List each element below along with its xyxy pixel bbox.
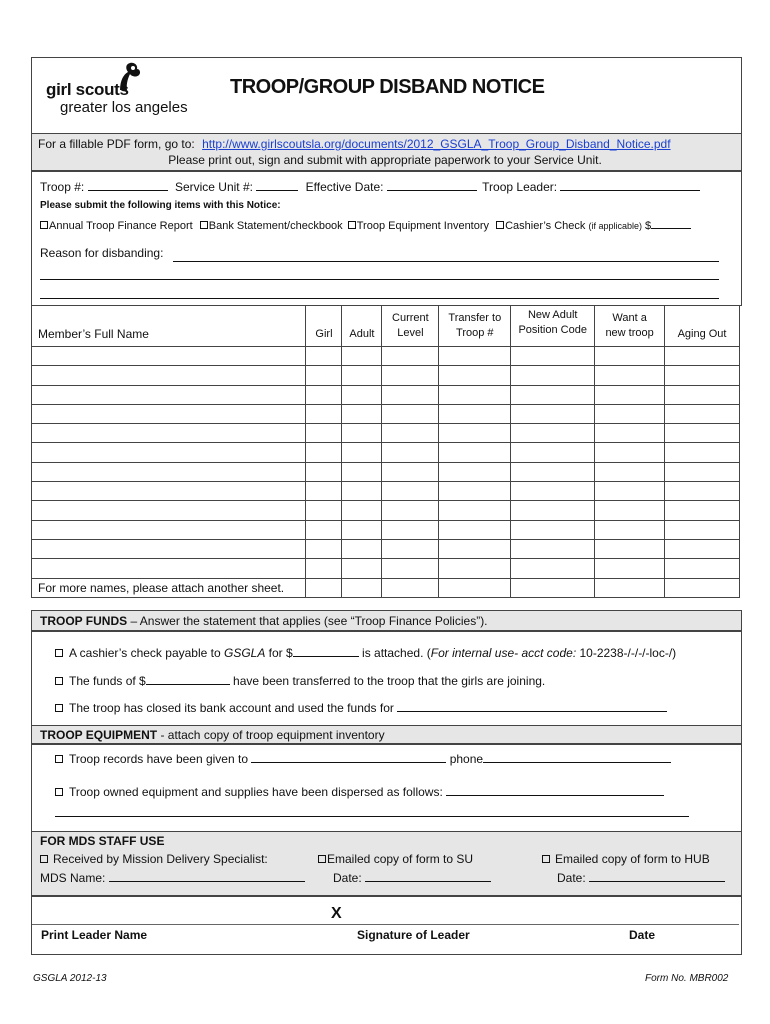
finance-report-checkbox[interactable]	[40, 221, 48, 229]
member-row	[32, 385, 740, 404]
member-cell[interactable]	[439, 404, 511, 423]
mds-name-field[interactable]	[109, 870, 305, 882]
bank-statement-label: Bank Statement/checkbook	[208, 220, 343, 232]
emailed-su-checkbox[interactable]	[318, 855, 326, 863]
member-row	[32, 482, 740, 501]
finance-report-label: Annual Troop Finance Report	[49, 220, 193, 232]
member-cell[interactable]	[665, 424, 740, 443]
col-member-name: Member’s Full Name	[32, 306, 306, 347]
submit-items-row	[40, 217, 691, 232]
reason-row	[40, 246, 163, 260]
member-cell[interactable]	[382, 443, 439, 462]
col-position-line2: Position Code	[518, 324, 587, 336]
troop-number-label: Troop #:	[40, 180, 85, 194]
troop-equipment-title: TROOP EQUIPMENT	[40, 728, 158, 742]
submit-heading: Please submit the following items with this Notice:	[40, 200, 281, 211]
col-want-new-troop	[595, 306, 665, 347]
member-cell[interactable]	[665, 520, 740, 539]
member-cell[interactable]	[665, 443, 740, 462]
member-row	[32, 443, 740, 462]
col-want-line2: new troop	[605, 327, 654, 339]
members-table	[31, 305, 740, 598]
member-cell[interactable]	[306, 520, 342, 539]
member-cell[interactable]	[306, 559, 342, 578]
member-cell[interactable]	[306, 366, 342, 385]
member-cell[interactable]	[342, 520, 382, 539]
fillable-prefix: For a fillable PDF form, go to:	[38, 137, 195, 151]
troop-funds-title: TROOP FUNDS	[40, 614, 128, 628]
cashiers-check-value-field[interactable]	[293, 645, 359, 657]
member-cell[interactable]	[511, 482, 595, 501]
transferred-funds-field[interactable]	[146, 673, 230, 685]
service-unit-label: Service Unit #:	[174, 180, 253, 194]
signature-date-label: Date	[629, 928, 656, 942]
col-current-level-line1: Current	[392, 312, 429, 324]
member-cell[interactable]	[439, 559, 511, 578]
signature-x-mark: X	[331, 905, 342, 922]
equipment-phone-label: phone	[449, 752, 484, 766]
member-row	[32, 559, 740, 578]
dispersed-line-2[interactable]	[55, 816, 689, 817]
member-cell[interactable]	[306, 443, 342, 462]
member-cell[interactable]	[665, 501, 740, 520]
member-cell[interactable]	[342, 443, 382, 462]
member-cell[interactable]	[595, 347, 665, 366]
members-table-footer	[32, 578, 740, 597]
member-cell[interactable]	[511, 501, 595, 520]
member-cell[interactable]	[382, 424, 439, 443]
member-cell[interactable]	[595, 385, 665, 404]
pdf-link[interactable]: http://www.girlscoutsla.org/documents/2012_GSGLA_Troop_Group_Disband_Notice.pdf	[202, 137, 671, 151]
member-cell[interactable]	[595, 559, 665, 578]
member-cell[interactable]	[306, 385, 342, 404]
member-cell[interactable]	[32, 347, 306, 366]
member-cell[interactable]	[511, 539, 595, 558]
print-note: Please print out, sign and submit with appropriate paperwork to your Service Unit.	[168, 153, 602, 167]
member-cell[interactable]	[511, 366, 595, 385]
member-cell[interactable]	[439, 482, 511, 501]
funds-option-2	[55, 673, 545, 688]
member-cell[interactable]	[342, 347, 382, 366]
footer-cell	[595, 578, 665, 597]
signature-box	[31, 895, 742, 955]
member-cell[interactable]	[342, 424, 382, 443]
member-cell[interactable]	[665, 385, 740, 404]
troop-funds-heading	[40, 614, 488, 628]
footer-cell	[511, 578, 595, 597]
member-cell[interactable]	[306, 462, 342, 481]
member-cell[interactable]	[342, 501, 382, 520]
page-title: TROOP/GROUP DISBAND NOTICE	[230, 76, 545, 98]
member-cell[interactable]	[665, 482, 740, 501]
member-cell[interactable]	[306, 404, 342, 423]
member-cell[interactable]	[342, 482, 382, 501]
emailed-su-date-field[interactable]	[365, 870, 491, 882]
funds-option-2-text-a: The funds of $	[69, 674, 146, 688]
footer-form-number: Form No. MBR002	[645, 973, 729, 984]
member-cell[interactable]	[665, 347, 740, 366]
member-cell[interactable]	[665, 559, 740, 578]
member-rows	[32, 347, 740, 579]
effective-date-label: Effective Date:	[305, 180, 384, 194]
member-cell[interactable]	[32, 520, 306, 539]
member-cell[interactable]	[595, 366, 665, 385]
member-cell[interactable]	[439, 366, 511, 385]
member-cell[interactable]	[382, 482, 439, 501]
member-cell[interactable]	[595, 424, 665, 443]
member-cell[interactable]	[382, 385, 439, 404]
member-cell[interactable]	[439, 443, 511, 462]
logo-line2: greater los angeles	[60, 99, 188, 116]
effective-date-field[interactable]	[387, 179, 477, 191]
member-cell[interactable]	[306, 424, 342, 443]
mds-received-label: Received by Mission Delivery Specialist:	[53, 852, 268, 866]
emailed-su	[318, 852, 473, 866]
member-cell[interactable]	[665, 366, 740, 385]
member-cell[interactable]	[439, 385, 511, 404]
member-cell[interactable]	[32, 482, 306, 501]
reason-line-2[interactable]	[40, 279, 719, 280]
funds-used-for-field[interactable]	[397, 700, 667, 712]
emailed-su-date	[333, 870, 491, 885]
member-cell[interactable]	[342, 366, 382, 385]
member-cell[interactable]	[595, 501, 665, 520]
cashiers-check-dollar: $	[645, 220, 652, 232]
troop-leader-label: Troop Leader:	[482, 180, 558, 194]
col-transfer-line2: Troop #	[456, 327, 494, 339]
cashiers-check-note: (if applicable)	[588, 221, 642, 231]
more-names-note: For more names, please attach another sheet.	[32, 578, 306, 597]
member-cell[interactable]	[439, 501, 511, 520]
member-cell[interactable]	[382, 347, 439, 366]
col-current-level	[382, 306, 439, 347]
member-cell[interactable]	[342, 559, 382, 578]
member-cell[interactable]	[511, 462, 595, 481]
emailed-su-label: Emailed copy of form to SU	[327, 852, 474, 866]
logo-line1: girl scouts	[46, 80, 129, 99]
cashiers-check-amount-field[interactable]	[651, 217, 691, 229]
member-cell[interactable]	[32, 404, 306, 423]
member-row	[32, 501, 740, 520]
member-row	[32, 462, 740, 481]
member-cell[interactable]	[306, 347, 342, 366]
member-cell[interactable]	[306, 539, 342, 558]
dispersed-as-follows-field[interactable]	[446, 784, 664, 796]
footer-cell	[665, 578, 740, 597]
member-row	[32, 424, 740, 443]
troop-leader-field[interactable]	[560, 179, 700, 191]
equipment-inventory-checkbox[interactable]	[348, 221, 356, 229]
footer-cell	[306, 578, 342, 597]
member-cell[interactable]	[306, 501, 342, 520]
member-row	[32, 366, 740, 385]
emailed-hub-date-field[interactable]	[589, 870, 725, 882]
member-cell[interactable]	[32, 385, 306, 404]
funds-option-2-checkbox[interactable]	[55, 677, 63, 685]
signature-line[interactable]	[32, 924, 739, 925]
member-cell[interactable]	[32, 443, 306, 462]
equipment-option-2-checkbox[interactable]	[55, 788, 63, 796]
member-cell[interactable]	[595, 520, 665, 539]
service-unit-field[interactable]	[256, 179, 298, 191]
emailed-hub	[542, 852, 710, 866]
equipment-inventory-label: Troop Equipment Inventory	[356, 220, 490, 232]
member-cell[interactable]	[439, 462, 511, 481]
mds-received-checkbox[interactable]	[40, 855, 48, 863]
equipment-option-1-checkbox[interactable]	[55, 755, 63, 763]
member-cell[interactable]	[382, 462, 439, 481]
member-row	[32, 520, 740, 539]
member-cell[interactable]	[382, 520, 439, 539]
funds-option-3-text: The troop has closed its bank account and used the funds for	[69, 701, 394, 715]
cashiers-check-checkbox[interactable]	[496, 221, 504, 229]
mds-heading: FOR MDS STAFF USE	[40, 834, 165, 848]
members-table-header	[32, 306, 740, 347]
member-cell[interactable]	[595, 539, 665, 558]
col-position-code	[511, 306, 595, 347]
cashiers-check-label: Cashier’s Check	[505, 220, 586, 232]
mds-name-row	[40, 870, 305, 885]
member-cell[interactable]	[342, 385, 382, 404]
print-leader-name-label: Print Leader Name	[41, 928, 148, 942]
equipment-option-1	[55, 751, 671, 766]
footer-cell	[439, 578, 511, 597]
fillable-note	[38, 137, 671, 151]
member-cell[interactable]	[665, 539, 740, 558]
funds-option-2-text-b: have been transferred to the troop that the girls are joining.	[229, 674, 546, 688]
member-cell[interactable]	[595, 443, 665, 462]
funds-option-3	[55, 700, 667, 715]
equipment-option-1-text: Troop records have been given to	[69, 752, 248, 766]
member-cell[interactable]	[32, 501, 306, 520]
member-row	[32, 347, 740, 366]
col-aging-out: Aging Out	[665, 306, 740, 347]
col-girl: Girl	[306, 306, 342, 347]
member-cell[interactable]	[342, 462, 382, 481]
col-transfer	[439, 306, 511, 347]
troop-number-field[interactable]	[88, 179, 168, 191]
member-cell[interactable]	[32, 462, 306, 481]
col-position-line1: New Adult	[527, 309, 578, 321]
member-cell[interactable]	[382, 559, 439, 578]
emailed-hub-date	[557, 870, 725, 885]
member-cell[interactable]	[306, 482, 342, 501]
member-cell[interactable]	[595, 404, 665, 423]
col-want-line1: Want a	[612, 312, 647, 324]
logo	[46, 62, 206, 122]
member-cell[interactable]	[32, 539, 306, 558]
member-row	[32, 539, 740, 558]
funds-option-1-code: 10-2238-/-/-/-loc-/)	[576, 646, 677, 660]
member-cell[interactable]	[595, 482, 665, 501]
member-cell[interactable]	[382, 404, 439, 423]
troop-funds-instruction: – Answer the statement that applies (see “Troop Finance Policies”).	[127, 614, 488, 628]
funds-option-1-text-b: for $	[265, 646, 293, 660]
mds-received	[40, 852, 268, 866]
member-cell[interactable]	[342, 539, 382, 558]
emailed-su-date-label: Date:	[333, 871, 362, 885]
records-phone-field[interactable]	[483, 751, 671, 763]
member-cell[interactable]	[382, 501, 439, 520]
records-given-to-field[interactable]	[251, 751, 446, 763]
signature-of-leader-label: Signature of Leader	[357, 928, 470, 942]
col-adult: Adult	[342, 306, 382, 347]
troop-equipment-instruction: - attach copy of troop equipment inventory	[157, 728, 385, 742]
member-cell[interactable]	[342, 404, 382, 423]
mds-name-label: MDS Name:	[40, 871, 106, 885]
col-transfer-line1: Transfer to	[448, 312, 502, 324]
member-cell[interactable]	[511, 385, 595, 404]
member-cell[interactable]	[439, 520, 511, 539]
member-cell[interactable]	[439, 539, 511, 558]
member-cell[interactable]	[439, 347, 511, 366]
member-cell[interactable]	[32, 366, 306, 385]
reason-line-3[interactable]	[40, 298, 719, 299]
member-cell[interactable]	[511, 520, 595, 539]
funds-option-1-internal: For internal use- acct code:	[430, 646, 577, 660]
member-cell[interactable]	[382, 366, 439, 385]
emailed-hub-checkbox[interactable]	[542, 855, 550, 863]
footer-cell	[342, 578, 382, 597]
troop-fields-row	[40, 179, 700, 194]
member-cell[interactable]	[511, 443, 595, 462]
member-cell[interactable]	[665, 462, 740, 481]
reason-label: Reason for disbanding:	[40, 246, 164, 260]
member-cell[interactable]	[665, 404, 740, 423]
equipment-option-2-text: Troop owned equipment and supplies have been dispersed as follows:	[69, 785, 443, 799]
member-cell[interactable]	[439, 424, 511, 443]
troop-equipment-heading	[40, 728, 385, 742]
funds-option-3-checkbox[interactable]	[55, 704, 63, 712]
funds-option-1-checkbox[interactable]	[55, 649, 63, 657]
funds-option-1-org: GSGLA	[223, 646, 266, 660]
col-current-level-line2: Level	[397, 327, 424, 339]
equipment-option-2	[55, 784, 664, 799]
member-cell[interactable]	[511, 404, 595, 423]
funds-option-1-text-a: A cashier’s check payable to	[69, 646, 224, 660]
funds-option-1-text-c: is attached. (	[358, 646, 431, 660]
member-cell[interactable]	[511, 347, 595, 366]
member-cell[interactable]	[511, 424, 595, 443]
member-cell[interactable]	[32, 559, 306, 578]
footer-left: GSGLA 2012-13	[33, 973, 107, 984]
member-row	[32, 404, 740, 423]
member-cell[interactable]	[595, 462, 665, 481]
reason-line-1[interactable]	[173, 261, 719, 262]
funds-option-1	[55, 645, 676, 660]
member-cell[interactable]	[511, 559, 595, 578]
bank-statement-checkbox[interactable]	[200, 221, 208, 229]
emailed-hub-date-label: Date:	[557, 871, 586, 885]
member-cell[interactable]	[32, 424, 306, 443]
member-cell[interactable]	[382, 539, 439, 558]
footer-cell	[382, 578, 439, 597]
emailed-hub-label: Emailed copy of form to HUB	[555, 852, 710, 866]
